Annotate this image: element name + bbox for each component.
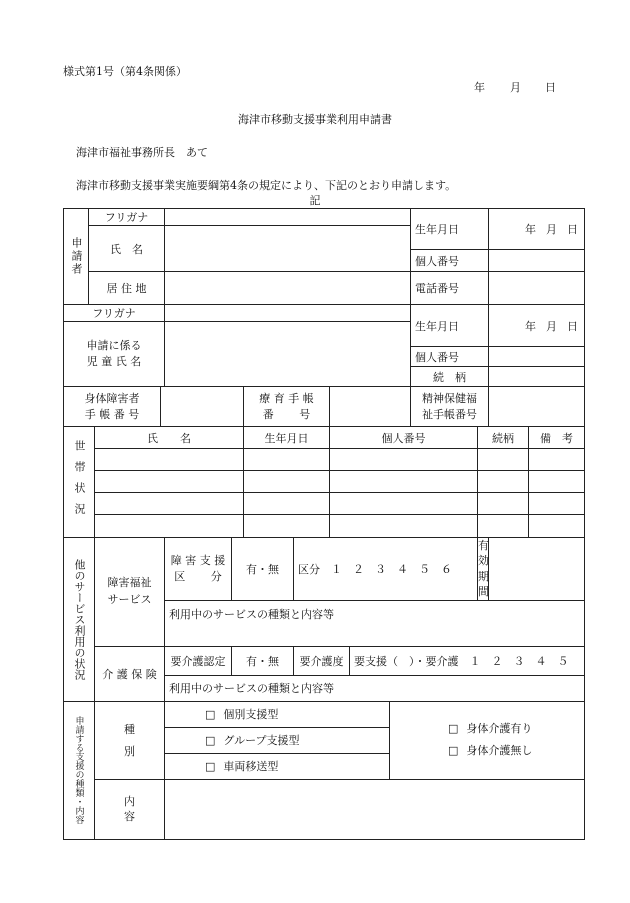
disability-yes-no[interactable]: 有・無 <box>232 538 294 601</box>
support-option-vehicle[interactable]: □ 車両移送型 <box>165 753 390 779</box>
support-content-label: 内 容 <box>95 779 165 839</box>
care-level-label: 要介護度 <box>294 646 350 675</box>
household-section-label: 世帯状況 <box>64 427 95 538</box>
physical-care-options <box>390 701 585 779</box>
applicant-name-label: 氏 名 <box>89 226 165 272</box>
ryoiku-handbook-field[interactable] <box>330 387 411 427</box>
physical-handbook-label: 身体障害者 手 帳 番 号 <box>64 387 161 427</box>
household-col-relation: 続柄 <box>478 427 529 449</box>
applicant-birthdate-field[interactable]: 年 月 日 <box>489 209 585 250</box>
ryoiku-handbook-label: 療 育 手 帳 番 号 <box>244 387 330 427</box>
mental-handbook-label: 精神保健福 祉手帳番号 <box>411 387 489 427</box>
table-row <box>64 493 585 515</box>
care-yes-no[interactable]: 有・無 <box>232 646 294 675</box>
applicant-phone-label: 電話番号 <box>411 272 489 305</box>
household-col-remarks: 備 考 <box>529 427 585 449</box>
applicant-name-field[interactable] <box>165 226 411 272</box>
care-usage-label[interactable]: 利用中のサービスの種類と内容等 <box>165 675 585 701</box>
child-name-label: 申請に係る 児 童 氏 名 <box>64 322 165 387</box>
household-col-personal-no: 個人番号 <box>330 427 478 449</box>
physical-care-no[interactable]: □ 身体介護無し <box>448 740 584 762</box>
valid-period-label: 有効 期間 <box>478 539 490 599</box>
disability-kubun-options[interactable]: 区分 １ ２ ３ ４ ５ ６ <box>294 538 478 601</box>
physical-handbook-field[interactable] <box>161 387 244 427</box>
other-services-section-label: 他のサービス利用の状況 <box>64 538 95 702</box>
support-kind-label: 種 別 <box>95 701 165 779</box>
table-row <box>64 471 585 493</box>
child-personal-no-label: 個人番号 <box>411 347 489 367</box>
support-option-group[interactable]: □ グループ支援型 <box>165 727 390 753</box>
applicant-section-label: 申請者 <box>64 209 89 305</box>
date-day: 日 <box>545 81 556 94</box>
child-birthdate-field[interactable]: 年 月 日 <box>489 305 585 347</box>
disability-cert-label: 障 害 支 援 区 分 <box>165 538 232 601</box>
child-birthdate-label: 生年月日 <box>411 305 489 347</box>
applicant-personal-no-field[interactable] <box>489 250 585 272</box>
care-insurance-label: 介 護 保 険 <box>95 646 165 701</box>
child-furigana-label: フリガナ <box>64 305 165 322</box>
mental-handbook-field[interactable] <box>489 387 585 427</box>
style-number: 様式第1号（第4条関係） <box>63 65 187 78</box>
valid-period-field[interactable] <box>489 538 585 601</box>
household-col-name: 氏 名 <box>95 427 244 449</box>
support-content-field[interactable] <box>165 779 585 839</box>
child-relation-label: 続 柄 <box>411 367 489 387</box>
addressee: 海津市福祉事務所長 あて <box>76 146 208 159</box>
care-level-options[interactable]: 要支援（ ）・要介護 １ ２ ３ ４ ５ <box>350 646 585 675</box>
applicant-furigana-field[interactable] <box>165 209 411 226</box>
applicant-address-label: 居 住 地 <box>89 272 165 305</box>
child-personal-no-field[interactable] <box>489 347 585 367</box>
table-row <box>64 449 585 471</box>
child-name-field[interactable] <box>165 322 411 387</box>
form-title: 海津市移動支援事業利用申請書 <box>238 113 392 126</box>
ki-label: 記 <box>309 194 321 207</box>
applicant-personal-no-label: 個人番号 <box>411 250 489 272</box>
support-option-individual[interactable]: □ 個別支援型 <box>165 701 390 727</box>
date-year: 年 <box>474 81 485 94</box>
support-section-label: 申請する支援の種類・内容 <box>64 701 95 839</box>
date-month: 月 <box>510 81 521 94</box>
child-relation-field[interactable] <box>489 367 585 387</box>
applicant-address-field[interactable] <box>165 272 411 305</box>
applicant-phone-field[interactable] <box>489 272 585 305</box>
table-row <box>64 515 585 538</box>
care-cert-label: 要介護認定 <box>165 646 232 675</box>
child-furigana-field[interactable] <box>165 305 411 322</box>
welfare-service-label: 障害福祉 サービス <box>95 538 165 647</box>
intro-text: 海津市移動支援事業実施要綱第4条の規定により、下記のとおり申請します。 <box>76 179 457 192</box>
applicant-furigana-label: フリガナ <box>89 209 165 226</box>
physical-care-yes[interactable]: □ 身体介護有り <box>448 718 584 740</box>
applicant-birthdate-label: 生年月日 <box>411 209 489 250</box>
application-form <box>63 208 585 840</box>
household-col-birthdate: 生年月日 <box>244 427 330 449</box>
welfare-usage-label[interactable]: 利用中のサービスの種類と内容等 <box>165 600 585 646</box>
